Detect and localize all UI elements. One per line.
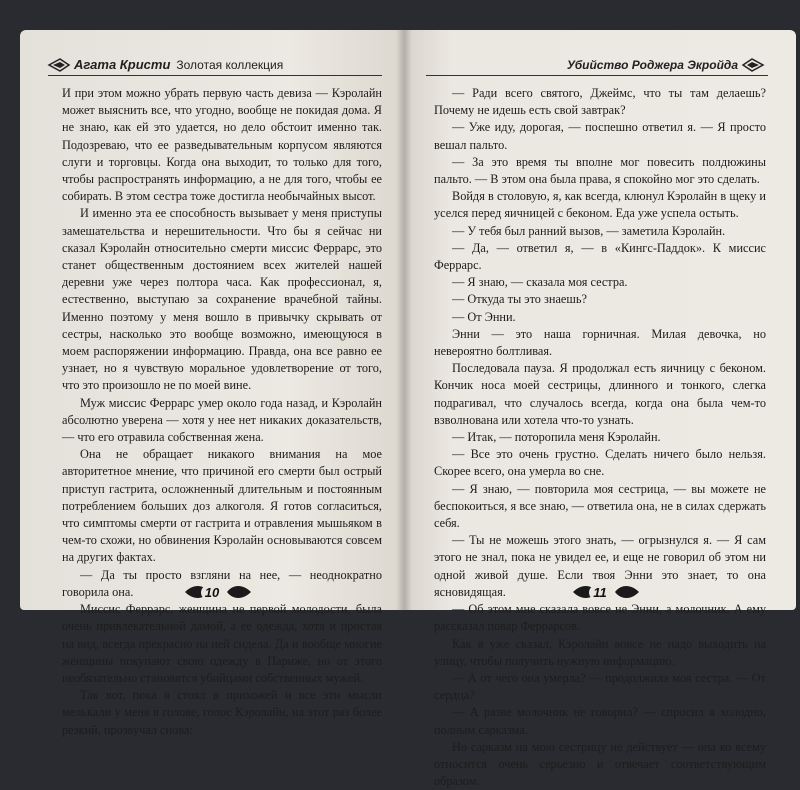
- left-body-text: [62, 85, 382, 739]
- paragraph: — Да, — ответил я, — в «Кингс-Паддок». К миссис Феррарс.: [434, 240, 766, 273]
- paragraph: — У тебя был ранний вызов, — заметила Кэролайн.: [452, 223, 726, 238]
- paragraph: — Я знаю, — сказала моя сестра.: [452, 275, 628, 290]
- paragraph: — Да ты просто взгляни на нее, — неоднократно говорила она.: [62, 567, 382, 599]
- paragraph: — От Энни.: [452, 309, 516, 324]
- paragraph: И при этом можно убрать первую часть девиза — Кэролайн может выяснить все, что угодно, вообще не покидая дома. Я не знаю, как ей это удается, но дело обстоит именно так. Подозреваю, что ее разведывательным корпусом являются слуги и торговцы. Когда она выходит, то только для того, чтобы распространять информацию, а не для того, чтобы ее собирать. В этом сестра тоже достигла необычайных высот.: [62, 86, 382, 204]
- paragraph: — А от чего она умерла? — продолжила моя сестра. — От сердца?: [434, 670, 766, 703]
- left-running-header: [48, 50, 382, 76]
- paragraph: Как я уже сказал, Кэролайн вовсе не надо выходить на улицу, чтобы получить нужную информацию.: [434, 636, 766, 668]
- pen-nib-icon: [742, 58, 764, 72]
- paragraph: Так вот, пока я стоял в прихожей и все эти мысли мелькали у меня в голове, голос Кэролайн, на этот раз более резкий, прозвучал снова:: [62, 688, 382, 737]
- paragraph: Последовала пауза. Я продолжал есть яичницу с беконом. Кончик носа моей сестрицы, длинного и тонкого, слегка подрагивал, что случалось всегда, когда она была чем-то взволнована или хотела что-то узнать.: [434, 361, 766, 427]
- paragraph: Она не обращает никакого внимания на мое авторитетное мнение, что причиной его смерти был острый приступ гастрита, осложненный длительным и постоянным потреблением больших доз алкоголя. Я готов согласиться, что симптомы смерти от гастрита и отравления мышьяком в чем-то схожи, но обвинения Кэролайн основываются совсем на других фактах.: [62, 447, 382, 565]
- paragraph: Миссис Феррарс, женщина не первой молодости, была очень привлекательной дамой, а ее одежда, хотя и простая на вид, всегда прекрасно на ней сидела. Да и вообще многие женщины покупают свою одежду в Париже, но от этого необязательно становятся убийцами собственных мужей.: [62, 602, 382, 685]
- paragraph: Войдя в столовую, я, как всегда, клюнул Кэролайн в щеку и уселся перед яичницей с беконом. Еда уже успела остыть.: [434, 189, 766, 221]
- page-number: 10: [201, 585, 223, 600]
- folio-ornament: [571, 582, 629, 602]
- paragraph: — Уже иду, дорогая, — поспешно ответил я. — Я просто вешал пальто.: [434, 120, 766, 152]
- right-folio: [404, 580, 796, 604]
- right-page: [404, 30, 796, 789]
- right-body-text: [434, 85, 766, 790]
- paragraph: — Ты не можешь этого знать, — огрызнулся я. — Я сам этого не знал, пока не увидел ее, и еще не говорил об этом ни одной живой душе. Если твоя Энни это знает, то она ясновидящая.: [434, 533, 766, 599]
- paragraph: — Итак, — поторопила меня Кэролайн.: [452, 430, 661, 445]
- paragraph: Но сарказм на мою сестрицу не действует — она ко всему относится очень серьезно и отвечает соответствующим образом.: [434, 739, 766, 789]
- left-page: [20, 30, 404, 737]
- folio-ornament: [183, 582, 241, 602]
- paragraph: — Я знаю, — повторила моя сестрица, — вы можете не беспокоиться, я все знаю, — ответила она, не в силах сдержать себя.: [434, 481, 766, 531]
- paragraph: — Об этом мне сказала вовсе не Энни, а молочник. А ему рассказал повар Феррарсов.: [434, 602, 766, 634]
- paragraph: — Откуда ты это знаешь?: [452, 292, 587, 307]
- pen-nib-icon: [48, 58, 70, 72]
- paragraph: — Все это очень грустно. Сделать ничего было нельзя. Скорее всего, она умерла во сне.: [434, 447, 766, 479]
- header-book-title: Убийство Роджера Экройда: [566, 58, 738, 72]
- paragraph: — За это время ты вполне мог повесить полдюжины пальто. — В этом она была права, я спокойно мог это сделать.: [434, 154, 766, 187]
- paragraph: — Ради всего святого, Джеймс, что ты там делаешь? Почему не идешь есть свой завтрак?: [434, 86, 766, 118]
- header-series: Золотая коллекция: [176, 58, 284, 72]
- paragraph: И именно эта ее способность вызывает у меня приступы замешательства и нерешительности. Что бы я сейчас ни сказал Кэролайн относительно смерти миссис Феррарс, это станет общественным достоянием всех жителей нашей деревни уже через полтора часа. Как профессионал, я, естественно, выступаю за сохранение врачебной тайны. Именно поэтому у меня вошло в привычку скрывать от сестры, насколько это вообще возможно, имеющуюся в моем распоряжении информацию. Правда, она все равно ее узнает, но я чувствую моральное удовлетворение от того, что это произошло не по моей вине.: [62, 206, 382, 393]
- page-number: 11: [589, 585, 611, 600]
- paragraph: — А разве молочник не говорил? — спросил я холодно, полным сарказма.: [434, 705, 766, 737]
- header-author: Агата Кристи: [74, 57, 171, 72]
- left-folio: [20, 580, 404, 604]
- paragraph: Муж миссис Феррарс умер около года назад, и Кэролайн абсолютно уверена — хотя у нее нет никаких доказательств, — что его отравила собственная жена.: [62, 395, 382, 445]
- right-running-header: [426, 50, 768, 76]
- paragraph: Энни — это наша горничная. Милая девочка, но невероятно болтливая.: [434, 326, 766, 359]
